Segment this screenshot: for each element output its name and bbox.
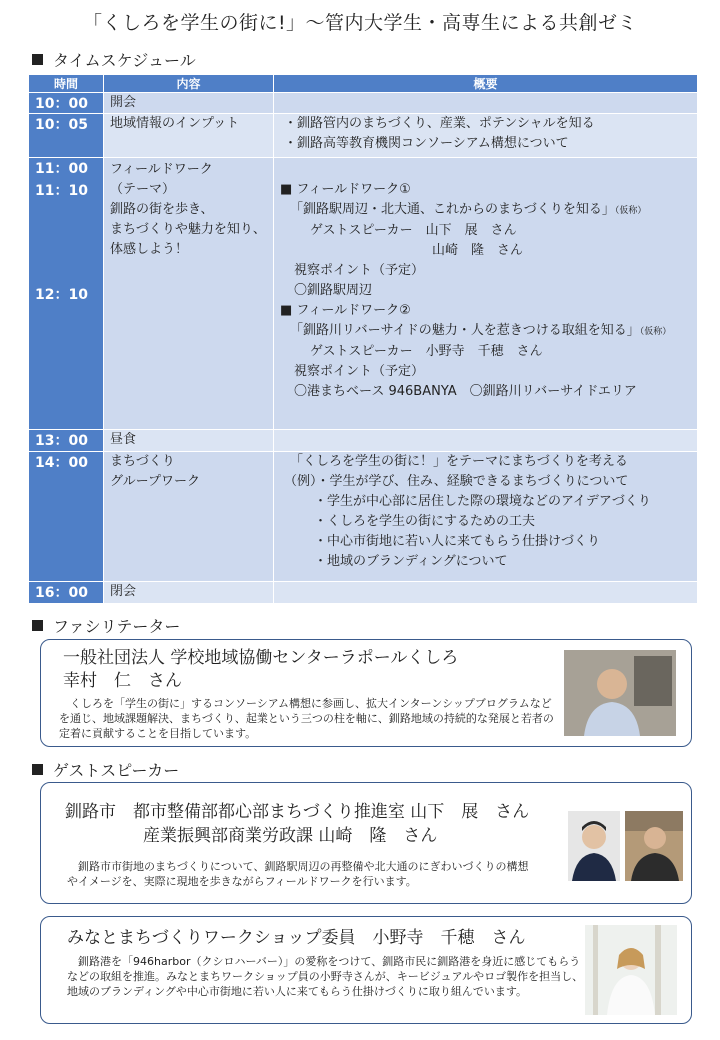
content-cell: 地域情報のインプット bbox=[104, 114, 274, 158]
table-row bbox=[29, 93, 698, 114]
time-cell: 14：00 bbox=[29, 452, 104, 582]
content-cell: 閉会 bbox=[104, 582, 274, 604]
guest2-box bbox=[40, 916, 692, 1024]
content-cell: まちづくり グループワーク bbox=[104, 452, 274, 582]
section-schedule-heading: タイムスケジュール bbox=[32, 48, 196, 71]
summary-cell bbox=[274, 93, 698, 114]
summary-cell bbox=[274, 582, 698, 604]
schedule-table bbox=[28, 74, 698, 604]
square-bullet-icon bbox=[32, 620, 43, 631]
guest1-box bbox=[40, 782, 692, 904]
section-facilitator-heading: ファシリテーター bbox=[32, 614, 180, 637]
guest2-description: 釧路港を「946harbor（クシロハーバー）」の愛称をつけて、釧路市民に釧路港を身近に感じてもらうなどの取組を推進。みなとまちワークショップ員の小野寺さんが、キービジュアルやロゴ製作を担当し、地域のブランディングや中心市街地に若い人に来てもらう仕掛けづくりに取り組んでいます。 bbox=[67, 955, 584, 998]
guest1-description: 釧路市市街地のまちづくりについて、釧路駅周辺の再整備や北大通のにぎわいづくりの構想やイメージを、実際に現地を歩きながらフィールドワークを行います。 bbox=[67, 860, 529, 888]
guest1-photo-yamazaki bbox=[625, 811, 683, 881]
table-row bbox=[29, 582, 698, 604]
content-cell: 昼食 bbox=[104, 430, 274, 452]
table-row bbox=[29, 452, 698, 582]
person-photo-icon bbox=[568, 811, 620, 881]
person-photo-icon bbox=[585, 925, 677, 1015]
guest2-photo bbox=[585, 925, 677, 1015]
guest1-photo-yamashita bbox=[568, 811, 620, 881]
square-bullet-icon bbox=[32, 54, 43, 65]
table-row bbox=[29, 430, 698, 452]
square-bullet-icon bbox=[32, 764, 43, 775]
summary-cell bbox=[274, 430, 698, 452]
header-content: 内容 bbox=[104, 75, 274, 93]
facilitator-photo bbox=[564, 650, 676, 736]
summary-cell: ・釧路管内のまちづくり、産業、ポテンシャルを知る ・釧路高等教育機関コンソーシアム構想について bbox=[274, 114, 698, 158]
person-photo-icon bbox=[564, 650, 676, 736]
time-cell: 10：00 bbox=[29, 93, 104, 114]
person-photo-icon bbox=[625, 811, 683, 881]
section-guest-heading: ゲストスピーカー bbox=[32, 758, 179, 781]
summary-cell: 「くしろを学生の街に！」をテーマにまちづくりを考える （例）・学生が学び、住み、経験できるまちづくりについて ・学生が中心部に居住した際の環境などのアイデアづくり ・くしろを学生の街にするための工夫 ・中心市街地に若い人に来てもらう仕掛けづくり ・地域のブランディングについて bbox=[274, 452, 698, 582]
content-cell: フィールドワーク （テーマ） 釧路の街を歩き、 まちづくりや魅力を知り、 体感しよう！ bbox=[104, 158, 274, 430]
time-cell: 10：05 bbox=[29, 114, 104, 158]
header-time: 時間 bbox=[29, 75, 104, 93]
facilitator-box bbox=[40, 639, 692, 747]
table-header-row bbox=[29, 75, 698, 93]
page-title: 「くしろを学生の街に!」～管内大学生・高専生による共創ゼミ bbox=[82, 12, 638, 34]
guest1-line1: 釧路市 都市整備部都心部まちづくり推進室 山下 展 さん bbox=[65, 802, 530, 822]
header-summary: 概要 bbox=[274, 75, 698, 93]
time-cell: 16：00 bbox=[29, 582, 104, 604]
time-cell: 11：00 11：10 12：10 bbox=[29, 158, 104, 430]
guest1-line2: 産業振興部商業労政課 山崎 隆 さん bbox=[143, 826, 438, 846]
content-cell: 開会 bbox=[104, 93, 274, 114]
facilitator-name: 幸村 仁 さん bbox=[63, 671, 182, 691]
facilitator-org: 一般社団法人 学校地域協働センターラポールくしろ bbox=[63, 648, 459, 668]
table-row bbox=[29, 158, 698, 430]
summary-cell: ■ フィールドワーク① 「釧路駅周辺・北大通、これからのまちづくりを知る」（仮称） ゲストスピーカー 山下 展 さん 山崎 隆 さん 視察ポイント（予定） 〇釧路駅周辺 ■ フィールドワーク② 「釧路川リバーサイドの魅力・人を惹きつける取組を知る」（仮称） ゲストスピーカー 小野寺 千穂 さん 視察ポイント（予定） 〇港まちベース 946BANYA 〇釧路川リバーサイドエリア bbox=[274, 158, 698, 430]
table-row bbox=[29, 114, 698, 158]
guest2-line1: みなとまちづくりワークショップ委員 小野寺 千穂 さん bbox=[67, 928, 526, 948]
facilitator-description: くしろを「学生の街に」するコンソーシアム構想に参画し、拡大インターンシップブログラムなどを通じ、地域課題解決、まちづくり、起業という三つの柱を軸に、釧路地域の持続的な発展と若者の定着に貢献することを目指しています。 bbox=[59, 697, 554, 740]
time-cell: 13：00 bbox=[29, 430, 104, 452]
